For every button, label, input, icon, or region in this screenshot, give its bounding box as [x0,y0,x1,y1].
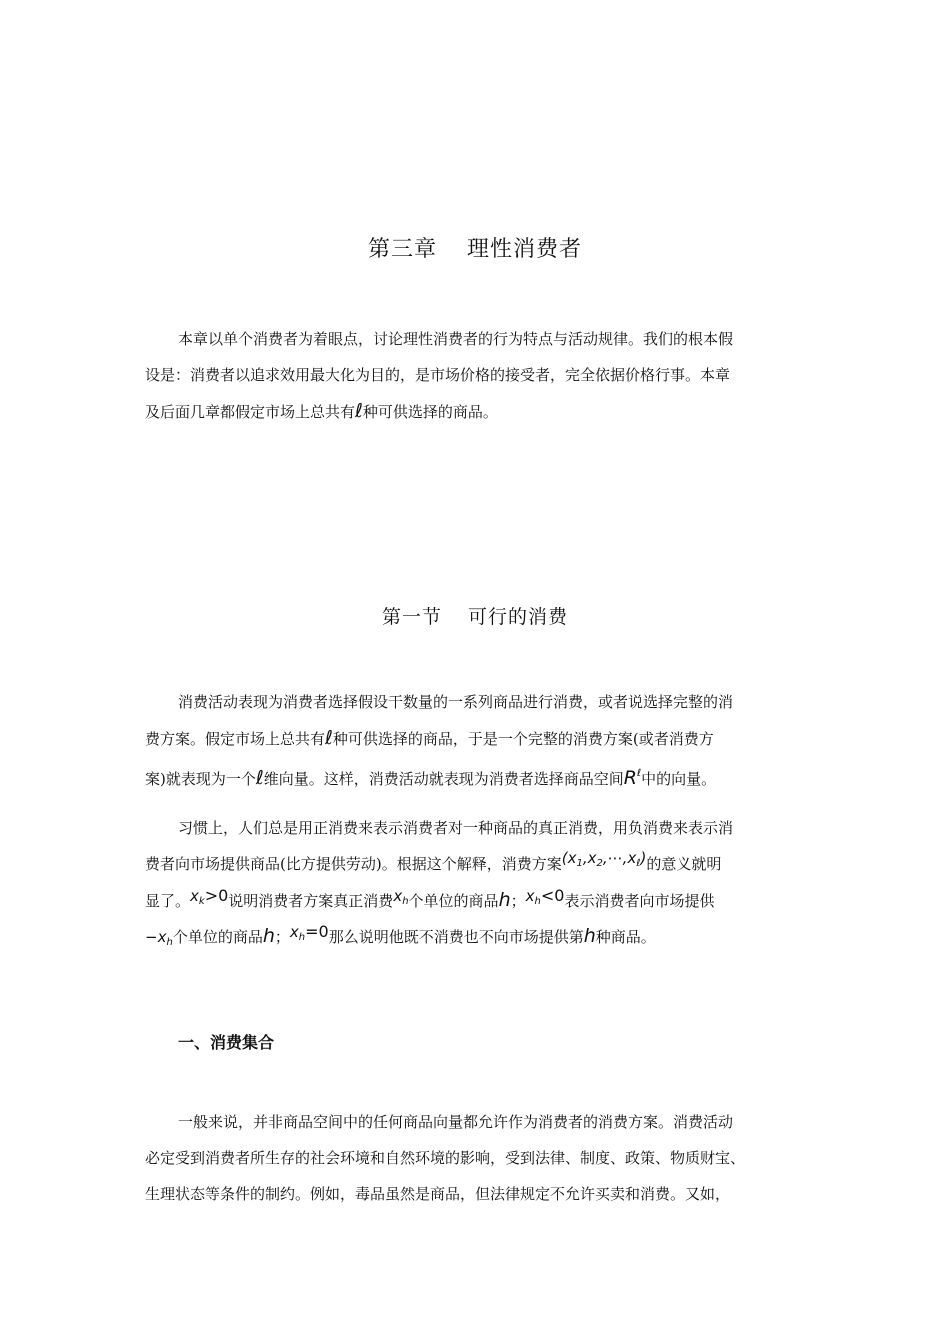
math-comma: , [582,849,588,867]
section-title [0,602,950,629]
text-span: ； [510,892,526,910]
text-line: 生理状态等条件的制约。例如，毒品虽然是商品，但法律规定不允许买卖和消费。又如， [145,1185,731,1203]
text-span: 维向量。这样，消费活动就表现为消费者选择商品空间 [263,770,624,788]
text-line [145,756,810,792]
math-sub: k [198,896,205,907]
math-x: x [190,887,199,905]
math-dots: ⋯ [607,849,623,867]
text-span: 案)就表现为一个 [145,770,256,788]
chapter-name: 理性消费者 [467,237,583,262]
math-h: h [583,925,596,947]
text-line: 设是：消费者以追求效用最大化为目的，是市场价格的接受者，完全依据价格行事。本章 [145,366,731,384]
text-span: 显了。 [145,892,191,910]
text-line [145,882,810,918]
math-relation: <0 [540,886,565,905]
text-span: 费者向市场提供商品(比方提供劳动)。根据这个解释，消费方案 [145,855,562,873]
math-x: x [587,849,597,867]
math-sub: h [534,896,541,907]
math-sub: 2 [596,858,603,869]
math-relation: >0 [204,886,229,905]
math-x: x [157,928,167,946]
math-paren: ( [561,849,568,867]
math-x: x [525,887,535,905]
text-span: 说明消费者方案真正消费 [228,892,394,910]
intro-paragraph [145,321,810,429]
text-line [145,720,810,756]
math-xh-zero [290,923,329,941]
text-line: 一般来说，并非商品空间中的任何商品向量都允许作为消费者的消费方案。消费活动 [178,1113,734,1131]
section-paragraph-2 [145,810,810,954]
text-span: 及后面几章都假定市场上总共有 [145,403,356,421]
text-span: 的意义就明 [646,855,722,873]
math-sub: h [402,896,409,907]
math-vector [562,849,647,867]
math-sub: h [298,932,306,943]
math-x: x [393,887,403,905]
section-number: 第一节 [381,606,442,628]
text-line [145,846,810,882]
text-line [145,918,810,954]
math-sub: 1 [576,858,583,869]
text-span: 种可供选择的商品。 [362,403,498,421]
text-span: 表示消费者向市场提供 [564,892,715,910]
math-relation: =0 [305,922,329,941]
text-line: 习惯上，人们总是用正消费来表示消费者对一种商品的真正消费，用负消费来表示消 [178,819,734,837]
consumption-set-paragraph [145,1104,810,1212]
math-ell: ℓ [255,767,264,789]
text-span: 费方案。假定市场上总共有 [145,730,326,748]
math-x: x [567,849,577,867]
math-sub: ℓ [636,858,641,869]
math-ell: ℓ [355,400,363,422]
text-span: 种可供选择的商品，于是一个完整的消费方案(或者消费方 [332,730,714,748]
chapter-number: 第三章 [367,237,437,262]
math-comma: , [602,849,608,867]
chapter-title [0,232,950,263]
text-line: 消费活动表现为消费者选择假设干数量的一系列商品进行消费，或者说选择完整的消 [178,693,734,711]
math-xh-negative [526,887,565,905]
math-xk-positive [190,887,228,905]
math-h: h [498,889,511,911]
text-line [145,393,810,429]
math-comma: , [622,849,628,867]
text-span: 个单位的商品 [172,928,263,946]
text-line: 必定受到消费者所生存的社会环境和自然环境的影响，受到法律、制度、政策、物质财宝、 [145,1149,746,1167]
math-ell-superscript: ℓ [636,768,642,779]
text-span: 那么说明他既不消费也不向市场提供第 [328,928,584,946]
math-ell: ℓ [325,727,333,749]
math-minus: − [145,928,158,946]
math-x: x [627,849,637,867]
math-x: x [289,923,299,941]
text-line: 本章以单个消费者为着眼点，讨论理性消费者的行为特点与活动规律。我们的根本假 [178,330,734,348]
subsection-heading: 一、消费集合 [178,1033,275,1052]
text-span: ； [274,928,290,946]
text-span: 个单位的商品 [408,892,499,910]
math-minus-xh [145,928,173,946]
section-name: 可行的消费 [468,606,569,628]
text-span: 种商品。 [595,928,656,946]
section-paragraph-1 [145,684,810,792]
math-paren: ) [640,849,647,867]
math-R: R [623,767,637,789]
text-span: 中的向量。 [641,770,717,788]
math-sub: h [166,937,173,948]
math-xh [393,887,408,905]
math-h: h [262,925,275,947]
